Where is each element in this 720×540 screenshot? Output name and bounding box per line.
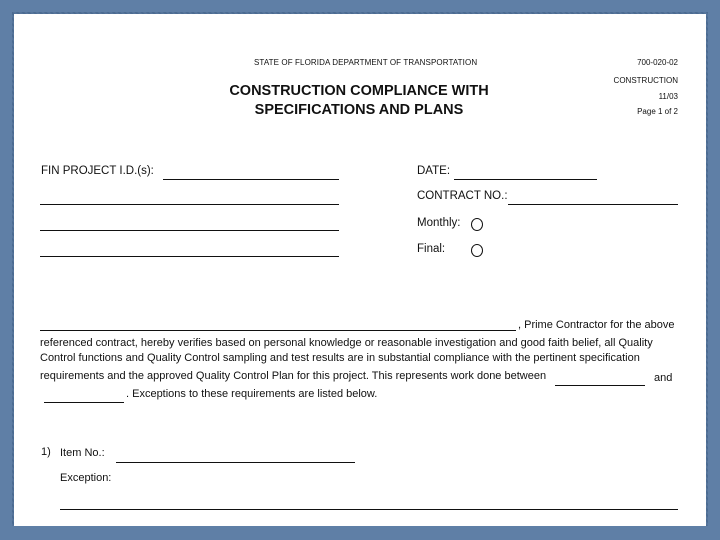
prime-contractor-field[interactable]: [40, 330, 516, 331]
monthly-radio[interactable]: [471, 218, 483, 231]
period-start-field[interactable]: [555, 385, 645, 386]
monthly-label: Monthly:: [417, 217, 461, 229]
form-title-line2: SPECIFICATIONS AND PLANS: [254, 102, 464, 118]
fin-project-label: FIN PROJECT I.D.(s):: [41, 165, 154, 177]
agency-name: STATE OF FLORIDA DEPARTMENT OF TRANSPORTATION: [254, 58, 478, 67]
form-revision: 11/03: [658, 92, 678, 101]
final-radio[interactable]: [471, 244, 483, 257]
contract-no-field[interactable]: [508, 204, 678, 205]
contract-no-label: CONTRACT NO.:: [417, 190, 508, 202]
statement-line4: requirements and the approved Quality Control Plan for this project. This represents work done between: [40, 370, 547, 382]
exception-field[interactable]: [60, 509, 678, 510]
and-word: and: [654, 372, 673, 384]
fin-project-field-3[interactable]: [40, 230, 339, 231]
statement-line1: , Prime Contractor for the above: [518, 319, 675, 331]
statement-line5: . Exceptions to these requirements are listed below.: [126, 388, 378, 400]
page-indicator: Page 1 of 2: [637, 107, 678, 116]
item-no-field[interactable]: [116, 462, 355, 463]
date-field[interactable]: [454, 179, 597, 180]
fin-project-field-1[interactable]: [163, 179, 339, 180]
item-no-label: Item No.:: [60, 447, 105, 459]
form-number: 700-020-02: [637, 58, 678, 67]
statement-line3: Control functions and Quality Control sampling and test results are in substantial compliance with the pertinent specification: [40, 352, 640, 364]
form-title-line1: CONSTRUCTION COMPLIANCE WITH: [229, 83, 489, 99]
form-category: CONSTRUCTION: [613, 76, 678, 85]
final-label: Final:: [417, 243, 446, 255]
period-end-field[interactable]: [44, 402, 124, 403]
fin-project-field-4[interactable]: [40, 256, 339, 257]
fin-project-field-2[interactable]: [40, 204, 339, 205]
date-label: DATE:: [417, 165, 451, 177]
statement-line2: referenced contract, hereby verifies based on personal knowledge or reasonable investigation and good faith belief, all Quality: [40, 337, 653, 349]
exception-label: Exception:: [60, 472, 112, 484]
form-sheet: [14, 14, 706, 526]
exception-number: 1): [41, 446, 51, 458]
